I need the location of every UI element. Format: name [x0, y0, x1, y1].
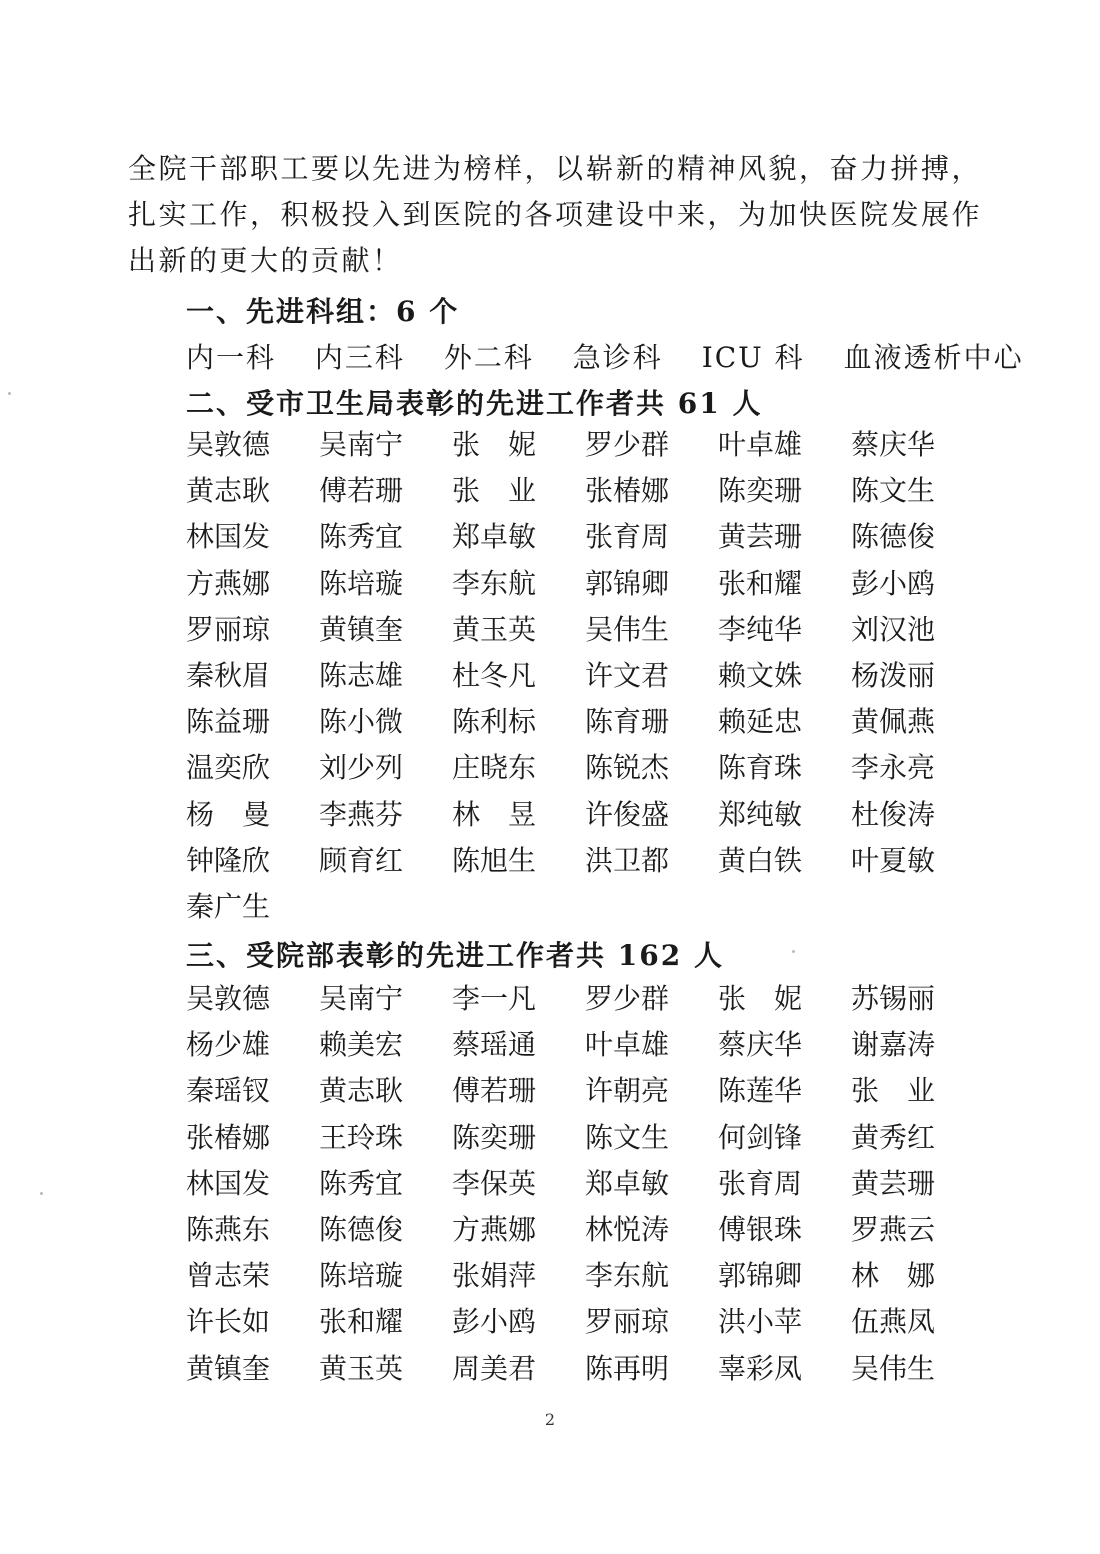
awardee-name: 陈奕珊 [452, 1120, 537, 1154]
awardee-name: 黄玉英 [319, 1351, 404, 1385]
intro-paragraph [128, 146, 983, 284]
awardee-name: 黄芸珊 [718, 520, 803, 554]
awardee-name: 洪卫都 [585, 843, 670, 877]
awardee-name: 郑纯敏 [718, 797, 803, 831]
awardee-name: 许长如 [186, 1305, 271, 1339]
page-number: 2 [544, 1410, 556, 1429]
section2-names-grid [186, 422, 946, 930]
awardee-name: 张和耀 [319, 1305, 404, 1339]
awardee-name: 陈小微 [319, 705, 404, 739]
awardee-name: 傅若珊 [319, 474, 404, 508]
awardee-name: 陈莲华 [718, 1074, 803, 1108]
awardee-name: 张 妮 [718, 982, 803, 1015]
awardee-name: 郑卓敏 [585, 1166, 670, 1200]
awardee-name: 陈秀宜 [319, 1166, 404, 1200]
awardee-name: 张椿娜 [186, 1120, 271, 1154]
awardee-name: 林 昱 [452, 797, 537, 831]
awardee-name: 蔡瑶通 [452, 1028, 537, 1062]
awardee-name: 陈再明 [585, 1351, 670, 1385]
awardee-name: 李保英 [452, 1166, 537, 1200]
awardee-name: 张 业 [452, 474, 537, 508]
awardee-name: 辜彩凤 [718, 1351, 803, 1385]
department-item: 血液透析中心 [843, 341, 1024, 374]
department-item: 急诊科 [572, 341, 663, 374]
awardee-name: 钟隆欣 [186, 843, 271, 877]
awardee-name: 陈育珊 [585, 705, 670, 739]
awardee-name: 罗少群 [585, 428, 670, 461]
awardee-name: 张 妮 [452, 428, 537, 461]
scan-speck [8, 392, 11, 395]
intro-line: 扎实工作，积极投入到医院的各项建设中来，为加快医院发展作 [128, 198, 983, 231]
awardee-name: 吴南宁 [319, 428, 404, 461]
awardee-name: 叶卓雄 [585, 1028, 670, 1062]
awardee-name: 杨泼丽 [851, 659, 936, 693]
section3-names-grid [186, 976, 946, 1392]
awardee-name: 陈文生 [851, 474, 936, 508]
awardee-name: 刘汉池 [851, 612, 936, 646]
awardee-name: 傅银珠 [718, 1213, 803, 1247]
awardee-name: 陈利标 [452, 705, 537, 739]
awardee-name: 赖美宏 [319, 1028, 404, 1062]
awardee-name: 罗少群 [585, 982, 670, 1015]
awardee-name: 黄志耿 [319, 1074, 404, 1108]
awardee-name: 彭小鸥 [452, 1305, 537, 1339]
awardee-name: 林 娜 [851, 1259, 936, 1293]
awardee-name: 陈德俊 [851, 520, 936, 554]
awardee-name: 黄芸珊 [851, 1166, 936, 1200]
awardee-name: 许朝亮 [585, 1074, 670, 1108]
awardee-name: 吴伟生 [585, 612, 670, 646]
intro-line: 出新的更大的贡献！ [128, 244, 403, 277]
department-item: 内一科 [186, 341, 277, 374]
awardee-name: 吴敦德 [186, 982, 271, 1015]
awardee-name: 李东航 [452, 566, 537, 600]
awardee-name: 许文君 [585, 659, 670, 693]
intro-line: 全院干部职工要以先进为榜样，以崭新的精神风貌，奋力拼搏， [128, 152, 983, 185]
section1-heading: 一、先进科组：6 个 [186, 295, 460, 328]
awardee-name: 陈培璇 [319, 1259, 404, 1293]
awardee-name: 蔡庆华 [718, 1028, 803, 1062]
awardee-name: 张育周 [585, 520, 670, 554]
awardee-name: 陈志雄 [319, 659, 404, 693]
awardee-name: 杜俊涛 [851, 797, 936, 831]
awardee-name: 吴伟生 [851, 1351, 936, 1385]
awardee-name: 彭小鸥 [851, 566, 936, 600]
awardee-name: 蔡庆华 [851, 428, 936, 461]
awardee-name: 赖延忠 [718, 705, 803, 739]
awardee-name: 黄玉英 [452, 612, 537, 646]
awardee-name: 秦瑶钗 [186, 1074, 271, 1108]
awardee-name: 陈德俊 [319, 1213, 404, 1247]
awardee-name: 黄志耿 [186, 474, 271, 508]
awardee-name: 吴敦德 [186, 428, 271, 461]
scan-speck [40, 1192, 43, 1195]
awardee-name: 张椿娜 [585, 474, 670, 508]
section3-heading: 三、受院部表彰的先进工作者共 162 人 [186, 939, 724, 972]
awardee-name: 秦广生 [186, 890, 271, 924]
awardee-name: 陈培璇 [319, 566, 404, 600]
awardee-name: 黄白铁 [718, 843, 803, 877]
awardee-name: 李燕芬 [319, 797, 404, 831]
awardee-name: 王玲珠 [319, 1120, 404, 1154]
awardee-name: 许俊盛 [585, 797, 670, 831]
awardee-name: 苏锡丽 [851, 982, 936, 1015]
awardee-name: 郑卓敏 [452, 520, 537, 554]
awardee-name: 方燕娜 [452, 1213, 537, 1247]
section2-heading: 二、受市卫生局表彰的先进工作者共 61 人 [186, 387, 763, 420]
awardee-name: 罗燕云 [851, 1213, 936, 1247]
awardee-name: 杨 曼 [186, 797, 271, 831]
department-item: 内三科 [314, 341, 405, 374]
awardee-name: 秦秋眉 [186, 659, 271, 693]
awardee-name: 李一凡 [452, 982, 537, 1015]
awardee-name: 罗丽琼 [186, 612, 271, 646]
awardee-name: 李纯华 [718, 612, 803, 646]
awardee-name: 陈益珊 [186, 705, 271, 739]
awardee-name: 赖文姝 [718, 659, 803, 693]
awardee-name: 陈育珠 [718, 751, 803, 785]
department-item: ICU 科 [701, 341, 805, 374]
awardee-name: 杨少雄 [186, 1028, 271, 1062]
awardee-name: 庄晓东 [452, 751, 537, 785]
awardee-name: 吴南宁 [319, 982, 404, 1015]
awardee-name: 何剑锋 [718, 1120, 803, 1154]
awardee-name: 周美君 [452, 1351, 537, 1385]
awardee-name: 陈文生 [585, 1120, 670, 1154]
awardee-name: 刘少列 [319, 751, 404, 785]
awardee-name: 温奕欣 [186, 751, 271, 785]
awardee-name: 陈奕珊 [718, 474, 803, 508]
awardee-name: 陈秀宜 [319, 520, 404, 554]
awardee-name: 叶夏敏 [851, 843, 936, 877]
awardee-name: 陈旭生 [452, 843, 537, 877]
department-list [186, 336, 1024, 376]
awardee-name: 洪小苹 [718, 1305, 803, 1339]
awardee-name: 陈锐杰 [585, 751, 670, 785]
awardee-name: 郭锦卿 [718, 1259, 803, 1293]
awardee-name: 伍燕凤 [851, 1305, 936, 1339]
awardee-name: 曾志荣 [186, 1259, 271, 1293]
awardee-name: 方燕娜 [186, 566, 271, 600]
awardee-name: 林国发 [186, 520, 271, 554]
awardee-name: 叶卓雄 [718, 428, 803, 461]
awardee-name: 罗丽琼 [585, 1305, 670, 1339]
awardee-name: 李永亮 [851, 751, 936, 785]
awardee-name: 张和耀 [718, 566, 803, 600]
awardee-name: 黄镇奎 [186, 1351, 271, 1385]
awardee-name: 陈燕东 [186, 1213, 271, 1247]
scan-speck [792, 950, 795, 953]
awardee-name: 郭锦卿 [585, 566, 670, 600]
awardee-name: 黄佩燕 [851, 705, 936, 739]
awardee-name: 林悦涛 [585, 1213, 670, 1247]
awardee-name: 黄镇奎 [319, 612, 404, 646]
awardee-name: 李东航 [585, 1259, 670, 1293]
department-item: 外二科 [443, 341, 534, 374]
awardee-name: 黄秀红 [851, 1120, 936, 1154]
awardee-name: 张 业 [851, 1074, 936, 1108]
awardee-name: 谢嘉涛 [851, 1028, 936, 1062]
awardee-name: 傅若珊 [452, 1074, 537, 1108]
awardee-name: 张娟萍 [452, 1259, 537, 1293]
awardee-name: 林国发 [186, 1166, 271, 1200]
awardee-name: 顾育红 [319, 843, 404, 877]
awardee-name: 张育周 [718, 1166, 803, 1200]
awardee-name: 杜冬凡 [452, 659, 537, 693]
